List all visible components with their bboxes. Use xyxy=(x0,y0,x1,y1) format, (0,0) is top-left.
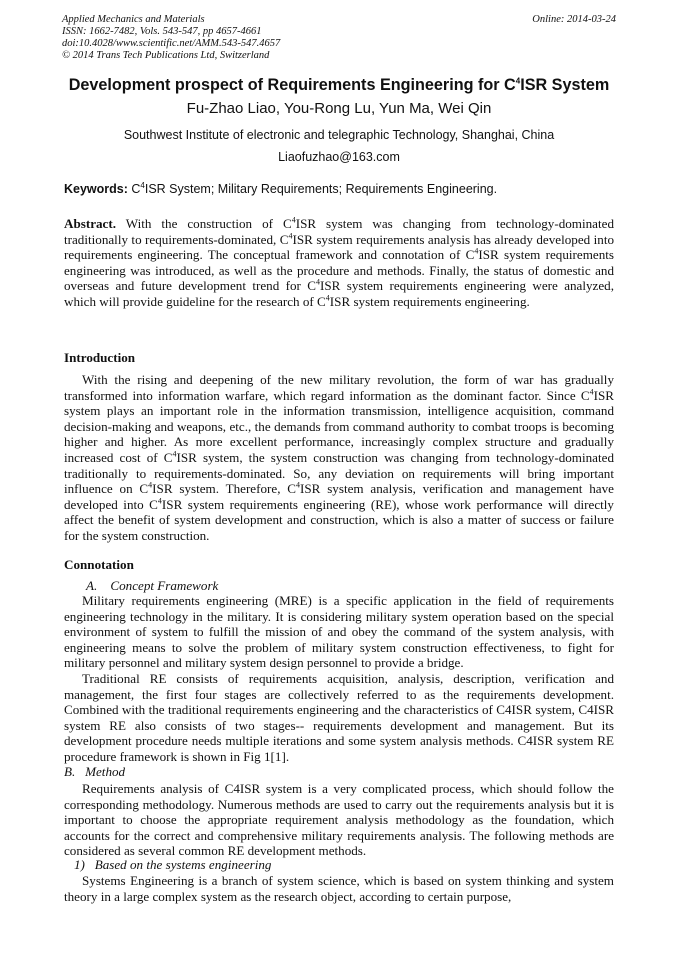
subsection-heading-concept-framework: A. Concept Framework xyxy=(86,578,219,593)
keywords: Keywords: $C^4ISR$ System; Military Requirements; Requirements Engineering. xyxy=(64,180,498,196)
paragraph: Traditional RE consists of requirements acquisition, analysis, description, verification and management, the first four stages are collectively referred to as the requirements development. Combined with the traditional requirements engineering and the characteristics of C4ISR system, C4ISR system RE also consists of two stages-- requirements development and management. But its development procedure needs multiple iterations and some system analysis methods. C4ISR system RE procedure framework is shown in Fig 1[1]. xyxy=(64,670,614,764)
author-list: Fu-Zhao Liao, You-Rong Lu, Yun Ma, Wei Qin xyxy=(186,100,492,117)
introduction-paragraph: With the rising and deepening of the new military revolution, the form of war has gradually transformed into information warfare, which regard information as the dominant factor. Since $C^4ISR$ system plays an important role in the information transmission, intelligence acquisition, command decision-making and weapons, etc., the demands from command authority to combat troops is becoming higher and higher. As more excellent performance, increasingly complex structure and gradually increased cost of $C^4ISR$ system, the system construction was changing from technology-dominated traditionally to requirements-dominated. So, any deviation on requirements will bring important influence on $C^4ISR$ system. Therefore, $C^4ISR$ system analysis, verification and management have developed into $C^4ISR$ system requirements engineering (RE), whose work performance will directly affect the benefit of system development and construction, which is also a matter of success or failure for the system construction. xyxy=(64,372,614,543)
doi-line: doi:10.4028/www.scientific.net/AMM.543-547.4657 xyxy=(62,38,281,49)
online-date: Online: 2014-03-24 xyxy=(532,14,616,25)
copyright-line: © 2014 Trans Tech Publications Ltd, Switzerland xyxy=(62,50,270,61)
paragraph: Military requirements engineering (MRE) is a specific application in the field of requirements engineering technology in the military. It is considering military system operation based on the special environment of system to fulfill the mission of and obey the command of the system analysis, with engineering means to solve the problem of military system construction effectiveness, to fight for military personnel and military system design personnel to provide a bridge. xyxy=(64,593,614,671)
abstract: Abstract. With the construction of $C^4ISR$ system was changing from technology-dominated traditionally to requirements-dominated, $C^4ISR$ system requirements analysis has already developed into requirements engineering. The conceptual framework and connotation of $C^4ISR$ system requirements engineering was introduced, as well as the procedure and methods. Finally, the status of domestic and overseas and future development trend for $C^4ISR$ system requirements engineering were analyzed, which will provide guideline for the research of $C^4ISR$ system requirements engineering. xyxy=(64,215,615,309)
author-email: Liaofuzhao@163.com xyxy=(278,150,400,164)
keywords-label: Keywords: xyxy=(64,182,128,196)
issn-line: ISSN: 1662-7482, Vols. 543-547, pp 4657-4661 xyxy=(62,26,262,37)
running-header xyxy=(62,14,616,62)
affiliation: Southwest Institute of electronic and telegraphic Technology, Shanghai, China xyxy=(123,128,555,142)
subsection-heading-method: B. Method xyxy=(64,764,126,779)
paper-title: Development prospect of Requirements Engineering for $C^4ISR$ System xyxy=(68,76,610,94)
method-paragraph: Requirements analysis of C4ISR system is a very complicated process, which should follow the corresponding methodology. Numerous methods are used to carry out the requirements analysis but it is important to choose the appropriate requirement analysis methodology as the foundation, which accounts for the correct and comprehensive military requirements analysis. The following methods are considered as several common RE development methods. xyxy=(64,781,614,859)
subsubsection-heading-systems-engineering: 1) Based on the systems engineering xyxy=(74,857,272,872)
journal-name: Applied Mechanics and Materials xyxy=(62,14,205,25)
section-heading-connotation: Connotation xyxy=(64,557,134,572)
systems-engineering-paragraph: Systems Engineering is a branch of system science, which is based on system thinking and system theory in a large complex system as the research object, according to certain purpose, xyxy=(64,873,614,904)
abstract-label: Abstract. xyxy=(64,216,116,231)
section-heading-introduction: Introduction xyxy=(64,350,136,365)
concept-framework-paragraphs xyxy=(64,593,614,765)
